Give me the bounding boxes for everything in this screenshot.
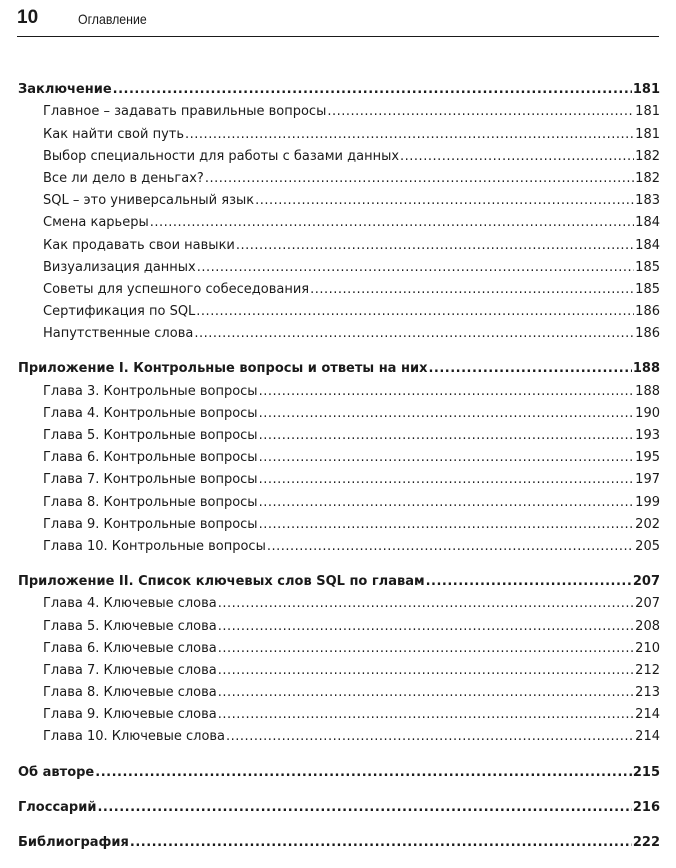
toc-entry-page: 216 <box>632 799 660 815</box>
toc-entry-title: Визуализация данных <box>43 259 196 275</box>
toc-entry-title: Главное – задавать правильные вопросы <box>43 104 327 120</box>
dot-leader <box>259 494 635 511</box>
dot-leader <box>95 764 632 781</box>
dot-leader <box>218 662 634 679</box>
toc-section <box>18 355 660 555</box>
toc-entry-page: 214 <box>635 729 660 745</box>
toc-entry-page: 186 <box>635 326 660 342</box>
dot-leader <box>259 383 635 400</box>
toc-entry-title: Глоссарий <box>18 799 97 815</box>
dot-leader <box>259 405 635 422</box>
toc-entry-title: Глава 4. Ключевые слова <box>43 596 217 612</box>
toc-entry[interactable] <box>18 400 660 422</box>
toc-entry[interactable] <box>18 466 660 488</box>
dot-leader <box>259 449 635 466</box>
toc-entry-page: 188 <box>632 361 660 377</box>
toc-section <box>18 568 660 746</box>
toc-entry-title: Глава 9. Ключевые слова <box>43 707 217 723</box>
dot-leader <box>194 325 634 342</box>
toc-entry-page: 215 <box>632 764 660 780</box>
toc-entry[interactable] <box>18 723 660 745</box>
toc-entry-major[interactable] <box>18 76 660 98</box>
toc-entry-page: 193 <box>635 428 660 443</box>
toc-entry[interactable] <box>18 590 660 612</box>
toc-entry-title: Выбор специальности для работы с базами данных <box>43 148 400 164</box>
toc-entry[interactable] <box>18 165 660 187</box>
toc-entry-page: 186 <box>635 304 660 320</box>
toc-section <box>18 76 660 342</box>
dot-leader <box>327 103 634 120</box>
dot-leader <box>150 214 634 231</box>
dot-leader <box>97 799 631 816</box>
toc-section <box>18 794 660 816</box>
toc-entry-page: 205 <box>635 538 660 554</box>
dot-leader <box>218 595 634 612</box>
dot-leader <box>259 427 635 444</box>
toc-entry-title: Глава 9. Контрольные вопросы <box>43 516 258 532</box>
dot-leader <box>259 516 635 533</box>
toc-entry-page: 210 <box>635 640 660 656</box>
toc-section <box>18 758 660 780</box>
toc-entry-page: 202 <box>635 516 660 532</box>
toc-entry-page: 183 <box>635 193 660 209</box>
toc-entry-title: Глава 4. Контрольные вопросы <box>43 405 258 421</box>
dot-leader <box>130 834 632 851</box>
toc-entry-title: Глава 3. Контрольные вопросы <box>43 383 258 399</box>
toc-entry-page: 195 <box>635 450 660 466</box>
table-of-contents <box>18 76 660 864</box>
toc-entry[interactable] <box>18 298 660 320</box>
toc-entry[interactable] <box>18 377 660 399</box>
dot-leader <box>400 148 634 165</box>
running-title: Оглавление <box>78 11 147 27</box>
dot-leader <box>236 237 634 254</box>
toc-entry-page: 222 <box>632 835 660 850</box>
toc-entry-title: Все ли дело в деньгах? <box>43 170 204 186</box>
dot-leader <box>205 170 634 187</box>
toc-entry[interactable] <box>18 612 660 634</box>
toc-entry-page: 184 <box>635 237 660 253</box>
toc-entry[interactable] <box>18 231 660 253</box>
toc-entry-title: Как продавать свои навыки <box>43 237 235 253</box>
toc-entry-page: 181 <box>635 104 660 120</box>
toc-entry-title: Приложение II. Список ключевых слов SQL по главам <box>18 574 425 590</box>
toc-entry-page: 207 <box>635 596 660 612</box>
toc-entry[interactable] <box>18 320 660 342</box>
toc-entry-title: Глава 10. Ключевые слова <box>43 729 226 745</box>
toc-entry-major[interactable] <box>18 829 660 851</box>
toc-entry-major[interactable] <box>18 758 660 780</box>
toc-entry-major[interactable] <box>18 355 660 377</box>
toc-entry[interactable] <box>18 444 660 466</box>
toc-entry-title: Глава 7. Контрольные вопросы <box>43 472 258 488</box>
toc-entry[interactable] <box>18 422 660 444</box>
toc-entry-title: Глава 6. Контрольные вопросы <box>43 450 258 466</box>
toc-entry[interactable] <box>18 254 660 276</box>
toc-entry-page: 184 <box>635 215 660 231</box>
toc-entry-title: Глава 5. Ключевые слова <box>43 618 217 634</box>
dot-leader <box>218 618 634 635</box>
dot-leader <box>196 303 634 320</box>
toc-entry-page: 182 <box>635 148 660 164</box>
toc-entry-title: Глава 10. Контрольные вопросы <box>43 538 266 554</box>
toc-entry[interactable] <box>18 511 660 533</box>
dot-leader <box>218 684 634 701</box>
page-number: 10 <box>17 7 39 28</box>
dot-leader <box>428 360 631 377</box>
dot-leader <box>113 81 632 98</box>
toc-entry[interactable] <box>18 657 660 679</box>
toc-entry-page: 185 <box>635 259 660 275</box>
toc-entry-page: 199 <box>635 494 660 510</box>
toc-entry[interactable] <box>18 209 660 231</box>
toc-entry-page: 182 <box>635 170 660 186</box>
toc-entry-page: 181 <box>635 126 660 142</box>
toc-entry[interactable] <box>18 635 660 657</box>
toc-entry-title: Заключение <box>18 82 112 98</box>
dot-leader <box>218 640 634 657</box>
toc-entry-title: Смена карьеры <box>43 215 149 231</box>
toc-entry-title: Напутственные слова <box>43 326 194 342</box>
toc-entry-page: 188 <box>635 383 660 399</box>
page-header <box>17 6 659 37</box>
toc-entry[interactable] <box>18 143 660 165</box>
toc-entry[interactable] <box>18 533 660 555</box>
toc-entry-title: Глава 7. Ключевые слова <box>43 662 217 678</box>
toc-entry[interactable] <box>18 187 660 209</box>
toc-entry[interactable] <box>18 120 660 142</box>
toc-entry[interactable] <box>18 701 660 723</box>
dot-leader <box>426 573 632 590</box>
toc-entry-title: SQL – это универсальный язык <box>43 193 255 209</box>
toc-entry-title: Об авторе <box>18 764 95 780</box>
toc-entry-title: Глава 6. Ключевые слова <box>43 640 217 656</box>
dot-leader <box>197 259 634 276</box>
toc-entry[interactable] <box>18 679 660 701</box>
toc-entry-title: Сертификация по SQL <box>43 304 196 320</box>
toc-entry[interactable] <box>18 488 660 510</box>
dot-leader <box>259 471 635 488</box>
dot-leader <box>185 126 634 143</box>
dot-leader <box>218 706 634 723</box>
toc-entry-page: 197 <box>635 472 660 488</box>
toc-section <box>18 829 660 851</box>
toc-entry[interactable] <box>18 98 660 120</box>
toc-entry-title: Глава 8. Ключевые слова <box>43 685 217 701</box>
toc-entry-title: Приложение I. Контрольные вопросы и ответы на них <box>18 361 428 377</box>
toc-entry-page: 212 <box>635 662 660 678</box>
toc-entry-title: Глава 8. Контрольные вопросы <box>43 494 258 510</box>
toc-entry-page: 208 <box>635 618 660 634</box>
dot-leader <box>226 728 634 745</box>
toc-entry-major[interactable] <box>18 568 660 590</box>
dot-leader <box>255 192 634 209</box>
toc-entry-title: Советы для успешного собеседования <box>43 281 310 297</box>
toc-entry-title: Глава 5. Контрольные вопросы <box>43 428 258 443</box>
toc-entry-title: Как найти свой путь <box>43 126 185 142</box>
toc-entry-page: 214 <box>635 707 660 723</box>
toc-entry-title: Библиография <box>18 835 129 850</box>
toc-entry-page: 207 <box>632 574 660 590</box>
toc-entry-page: 185 <box>635 281 660 297</box>
dot-leader <box>310 281 634 298</box>
toc-entry-major[interactable] <box>18 794 660 816</box>
toc-entry[interactable] <box>18 276 660 298</box>
toc-entry-page: 190 <box>635 405 660 421</box>
dot-leader <box>267 538 634 555</box>
toc-entry-page: 181 <box>632 82 660 98</box>
toc-entry-page: 213 <box>635 685 660 701</box>
